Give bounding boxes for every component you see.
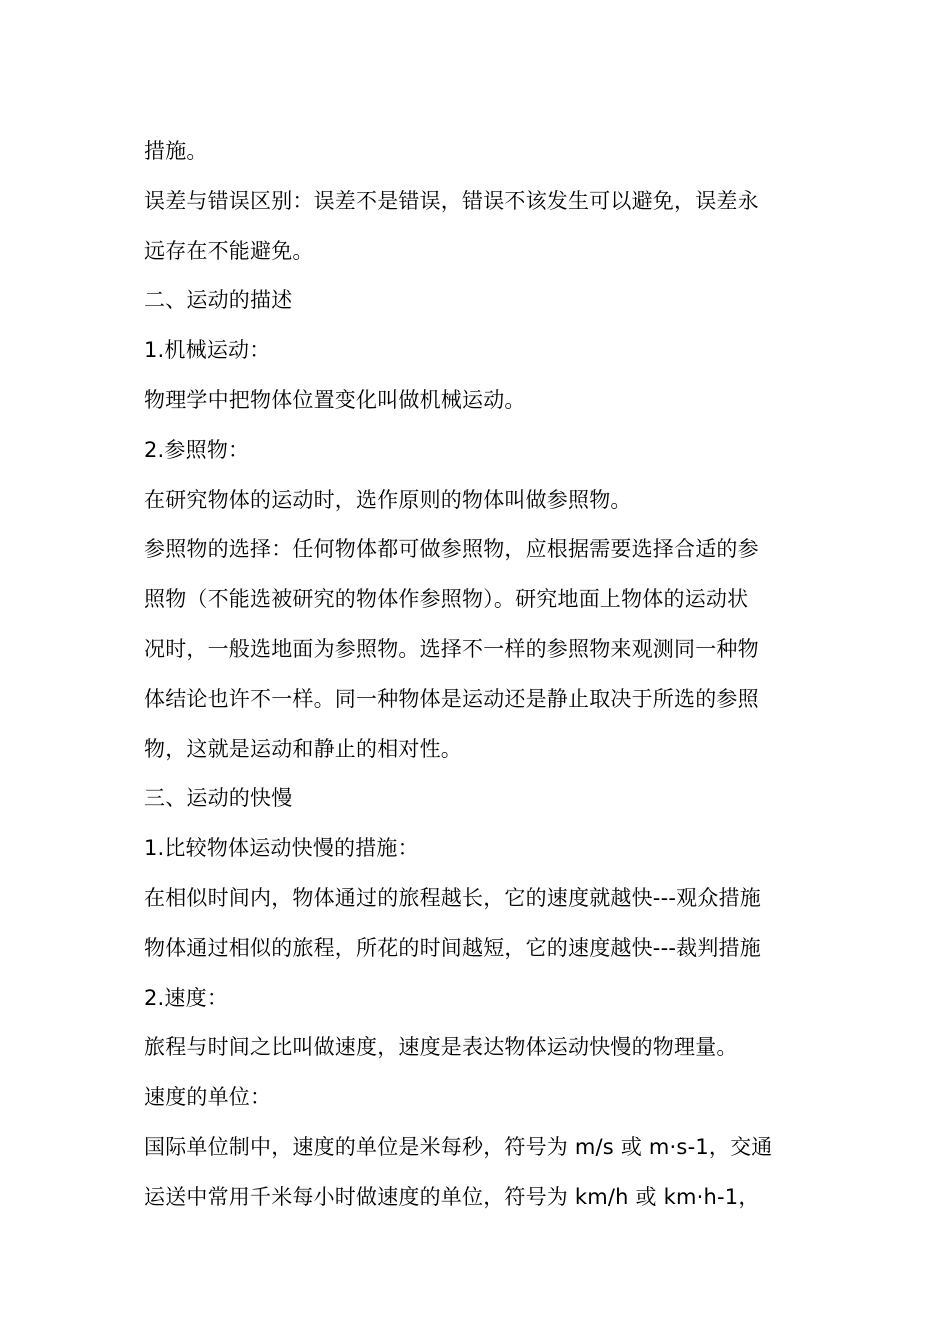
text-line: 物，这就是运动和静止的相对性。 <box>144 736 462 761</box>
text-line: 照物（不能选被研究的物体作参照物）。研究地面上物体的运动状 <box>144 587 749 612</box>
subsection-heading: 2.参照物： <box>144 437 250 462</box>
subsection-heading: 1.机械运动： <box>144 338 271 363</box>
text-line: 误差与错误区别：误差不是错误，错误不该发生可以避免，误差永 <box>144 188 759 213</box>
text-line: 物体通过相似的旅程，所花的时间越短，它的速度越快---裁判措施 <box>144 935 761 960</box>
text-line: 在研究物体的运动时，选作原则的物体叫做参照物。 <box>144 487 632 512</box>
text-line: 物理学中把物体位置变化叫做机械运动。 <box>144 387 526 412</box>
text-line: 体结论也许不一样。同一种物体是运动还是静止取决于所选的参照 <box>144 686 759 711</box>
section-heading: 三、运动的快慢 <box>144 786 293 811</box>
text-line: 在相似时间内，物体通过的旅程越长，它的速度就越快---观众措施 <box>144 885 761 910</box>
text-line: 措施。 <box>144 139 208 163</box>
subsection-heading: 1.比较物体运动快慢的措施： <box>144 836 419 861</box>
text-line: 参照物的选择：任何物体都可做参照物，应根据需要选择合适的参 <box>144 537 759 562</box>
text-line: 远存在不能避免。 <box>144 238 314 263</box>
text-line: 国际单位制中，速度的单位是米每秒，符号为 m/s 或 m·s-1，交通 <box>144 1134 773 1159</box>
text-line: 旅程与时间之比叫做速度，速度是表达物体运动快慢的物理量。 <box>144 1035 738 1060</box>
subsection-heading: 2.速度： <box>144 985 229 1010</box>
text-line: 况时，一般选地面为参照物。选择不一样的参照物来观测同一种物 <box>144 636 759 661</box>
text-line: 速度的单位： <box>144 1085 272 1110</box>
text-line: 运送中常用千米每小时做速度的单位，符号为 km/h 或 km·h-1， <box>144 1184 760 1209</box>
section-heading: 二、运动的描述 <box>144 288 293 313</box>
